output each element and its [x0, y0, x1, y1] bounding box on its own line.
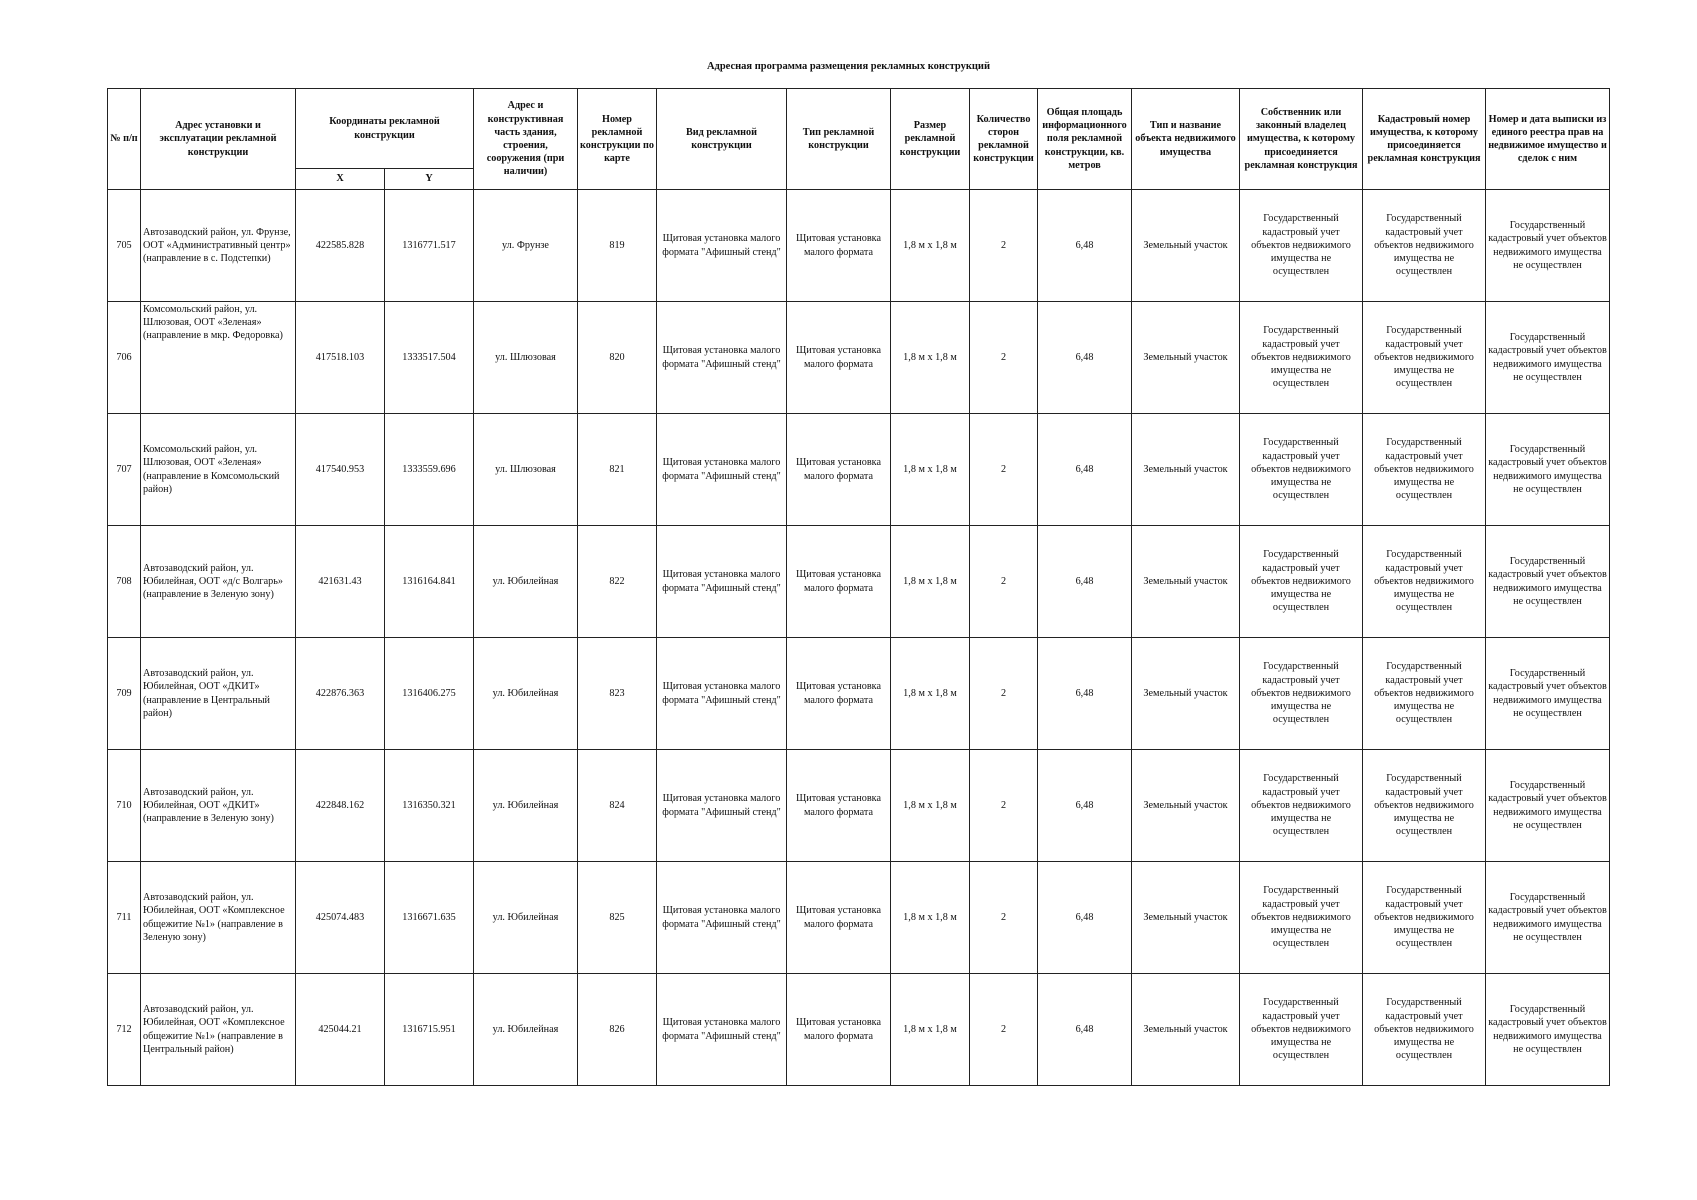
cell-kind: Щитовая установка малого формата "Афишный стенд" [657, 302, 787, 414]
header-building: Адрес и конструктивная часть здания, строения, сооружения (при наличии) [474, 89, 578, 190]
cell-kind: Щитовая установка малого формата "Афишный стенд" [657, 638, 787, 750]
cell-kind: Щитовая установка малого формата "Афишный стенд" [657, 750, 787, 862]
table-row [108, 750, 1610, 862]
cell-owner: Государственный кадастровый учет объектов недвижимого имущества не осуществлен [1240, 638, 1363, 750]
cell-x: 425044.21 [296, 974, 385, 1086]
cell-building: ул. Юбилейная [474, 974, 578, 1086]
cell-property: Земельный участок [1132, 638, 1240, 750]
cell-size: 1,8 м х 1,8 м [891, 974, 970, 1086]
table-row [108, 638, 1610, 750]
cell-map-num: 826 [578, 974, 657, 1086]
page-title: Адресная программа размещения рекламных конструкций [706, 61, 991, 72]
header-sides: Количество сторон рекламной конструкции [970, 89, 1038, 190]
cell-size: 1,8 м х 1,8 м [891, 302, 970, 414]
cell-property: Земельный участок [1132, 302, 1240, 414]
cell-x: 422848.162 [296, 750, 385, 862]
cell-cadastral: Государственный кадастровый учет объектов недвижимого имущества не осуществлен [1363, 750, 1486, 862]
cell-building: ул. Шлюзовая [474, 414, 578, 526]
cell-type: Щитовая установка малого формата [787, 302, 891, 414]
cell-y: 1316715.951 [385, 974, 474, 1086]
cell-kind: Щитовая установка малого формата "Афишный стенд" [657, 190, 787, 302]
cell-owner: Государственный кадастровый учет объектов недвижимого имущества не осуществлен [1240, 526, 1363, 638]
cell-num: 708 [108, 526, 141, 638]
header-map-num: Номер рекламной конструкции по карте [578, 89, 657, 190]
cell-registry: Государственный кадастровый учет объектов недвижимого имущества не осуществлен [1486, 302, 1610, 414]
cell-owner: Государственный кадастровый учет объектов недвижимого имущества не осуществлен [1240, 974, 1363, 1086]
cell-map-num: 825 [578, 862, 657, 974]
cell-address: Автозаводский район, ул. Юбилейная, ООТ «Комплексное общежитие №1» (направление в Зеленую зону) [141, 862, 296, 974]
cell-area: 6,48 [1038, 638, 1132, 750]
header-area: Общая площадь информационного поля рекламной конструкции, кв. метров [1038, 89, 1132, 190]
header-coords: Координаты рекламной конструкции [296, 89, 474, 169]
header-cadastral: Кадастровый номер имущества, к которому присоединяется рекламная конструкция [1363, 89, 1486, 190]
cell-address: Автозаводский район, ул. Юбилейная, ООТ «ДКИТ» (направление в Зеленую зону) [141, 750, 296, 862]
cell-num: 711 [108, 862, 141, 974]
cell-cadastral: Государственный кадастровый учет объектов недвижимого имущества не осуществлен [1363, 526, 1486, 638]
cell-cadastral: Государственный кадастровый учет объектов недвижимого имущества не осуществлен [1363, 638, 1486, 750]
cell-property: Земельный участок [1132, 862, 1240, 974]
cell-building: ул. Юбилейная [474, 638, 578, 750]
cell-sides: 2 [970, 862, 1038, 974]
cell-area: 6,48 [1038, 414, 1132, 526]
cell-area: 6,48 [1038, 974, 1132, 1086]
header-x: X [296, 169, 385, 190]
cell-owner: Государственный кадастровый учет объектов недвижимого имущества не осуществлен [1240, 190, 1363, 302]
cell-building: ул. Юбилейная [474, 862, 578, 974]
cell-area: 6,48 [1038, 862, 1132, 974]
cell-address: Автозаводский район, ул. Юбилейная, ООТ «д/с Волгарь» (направление в Зеленую зону) [141, 526, 296, 638]
cell-building: ул. Фрунзе [474, 190, 578, 302]
cell-type: Щитовая установка малого формата [787, 750, 891, 862]
cell-address: Автозаводский район, ул. Фрунзе, ООТ «Административный центр» (направление в с. Подстепки) [141, 190, 296, 302]
cell-property: Земельный участок [1132, 974, 1240, 1086]
header-registry: Номер и дата выписки из единого реестра прав на недвижимое имущество и сделок с ним [1486, 89, 1610, 190]
cell-type: Щитовая установка малого формата [787, 638, 891, 750]
cell-type: Щитовая установка малого формата [787, 862, 891, 974]
cell-owner: Государственный кадастровый учет объектов недвижимого имущества не осуществлен [1240, 302, 1363, 414]
cell-size: 1,8 м х 1,8 м [891, 750, 970, 862]
cell-map-num: 824 [578, 750, 657, 862]
cell-area: 6,48 [1038, 526, 1132, 638]
cell-size: 1,8 м х 1,8 м [891, 862, 970, 974]
cell-cadastral: Государственный кадастровый учет объектов недвижимого имущества не осуществлен [1363, 190, 1486, 302]
table-header [108, 89, 1610, 190]
cell-cadastral: Государственный кадастровый учет объектов недвижимого имущества не осуществлен [1363, 862, 1486, 974]
cell-num: 709 [108, 638, 141, 750]
cell-cadastral: Государственный кадастровый учет объектов недвижимого имущества не осуществлен [1363, 974, 1486, 1086]
cell-type: Щитовая установка малого формата [787, 414, 891, 526]
header-type: Тип рекламной конструкции [787, 89, 891, 190]
cell-num: 710 [108, 750, 141, 862]
cell-registry: Государственный кадастровый учет объектов недвижимого имущества не осуществлен [1486, 638, 1610, 750]
header-kind: Вид рекламной конструкции [657, 89, 787, 190]
cell-property: Земельный участок [1132, 750, 1240, 862]
cell-registry: Государственный кадастровый учет объектов недвижимого имущества не осуществлен [1486, 862, 1610, 974]
cell-y: 1316671.635 [385, 862, 474, 974]
cell-registry: Государственный кадастровый учет объектов недвижимого имущества не осуществлен [1486, 414, 1610, 526]
cell-registry: Государственный кадастровый учет объектов недвижимого имущества не осуществлен [1486, 526, 1610, 638]
cell-x: 422876.363 [296, 638, 385, 750]
cell-size: 1,8 м х 1,8 м [891, 190, 970, 302]
header-property: Тип и название объекта недвижимого имущества [1132, 89, 1240, 190]
cell-kind: Щитовая установка малого формата "Афишный стенд" [657, 974, 787, 1086]
cell-y: 1316350.321 [385, 750, 474, 862]
cell-num: 705 [108, 190, 141, 302]
cell-num: 707 [108, 414, 141, 526]
cell-building: ул. Юбилейная [474, 750, 578, 862]
cell-sides: 2 [970, 190, 1038, 302]
cell-owner: Государственный кадастровый учет объектов недвижимого имущества не осуществлен [1240, 750, 1363, 862]
cell-registry: Государственный кадастровый учет объектов недвижимого имущества не осуществлен [1486, 190, 1610, 302]
cell-size: 1,8 м х 1,8 м [891, 526, 970, 638]
cell-owner: Государственный кадастровый учет объектов недвижимого имущества не осуществлен [1240, 414, 1363, 526]
cell-sides: 2 [970, 302, 1038, 414]
cell-area: 6,48 [1038, 190, 1132, 302]
cell-sides: 2 [970, 638, 1038, 750]
cell-sides: 2 [970, 526, 1038, 638]
cell-kind: Щитовая установка малого формата "Афишный стенд" [657, 862, 787, 974]
table-row [108, 190, 1610, 302]
cell-area: 6,48 [1038, 750, 1132, 862]
header-address: Адрес установки и эксплуатации рекламной конструкции [141, 89, 296, 190]
cell-property: Земельный участок [1132, 190, 1240, 302]
cell-size: 1,8 м х 1,8 м [891, 638, 970, 750]
cell-y: 1316771.517 [385, 190, 474, 302]
cell-y: 1316164.841 [385, 526, 474, 638]
cell-map-num: 821 [578, 414, 657, 526]
header-num: № п/п [108, 89, 141, 190]
cell-num: 712 [108, 974, 141, 1086]
cell-x: 421631.43 [296, 526, 385, 638]
table-body [108, 190, 1610, 1086]
cell-x: 417540.953 [296, 414, 385, 526]
cell-y: 1333559.696 [385, 414, 474, 526]
cell-area: 6,48 [1038, 302, 1132, 414]
header-owner: Собственник или законный владелец имущества, к которому присоединяется рекламная конструкция [1240, 89, 1363, 190]
header-row-main [108, 89, 1610, 169]
table-row [108, 414, 1610, 526]
cell-address: Комсомольский район, ул. Шлюзовая, ООТ «Зеленая» (направление в мкр. Федоровка) [141, 302, 296, 414]
cell-y: 1316406.275 [385, 638, 474, 750]
table-row [108, 526, 1610, 638]
cell-building: ул. Шлюзовая [474, 302, 578, 414]
cell-owner: Государственный кадастровый учет объектов недвижимого имущества не осуществлен [1240, 862, 1363, 974]
table-row [108, 974, 1610, 1086]
cell-address: Комсомольский район, ул. Шлюзовая, ООТ «Зеленая» (направление в Комсомольский район) [141, 414, 296, 526]
cell-cadastral: Государственный кадастровый учет объектов недвижимого имущества не осуществлен [1363, 414, 1486, 526]
cell-cadastral: Государственный кадастровый учет объектов недвижимого имущества не осуществлен [1363, 302, 1486, 414]
cell-kind: Щитовая установка малого формата "Афишный стенд" [657, 526, 787, 638]
cell-type: Щитовая установка малого формата [787, 190, 891, 302]
cell-x: 422585.828 [296, 190, 385, 302]
table-row [108, 302, 1610, 414]
cell-x: 425074.483 [296, 862, 385, 974]
cell-address: Автозаводский район, ул. Юбилейная, ООТ «Комплексное общежитие №1» (направление в Центральный район) [141, 974, 296, 1086]
cell-sides: 2 [970, 974, 1038, 1086]
table-row [108, 862, 1610, 974]
advertising-structures-table [107, 88, 1610, 1086]
cell-type: Щитовая установка малого формата [787, 526, 891, 638]
cell-map-num: 820 [578, 302, 657, 414]
cell-map-num: 823 [578, 638, 657, 750]
cell-sides: 2 [970, 750, 1038, 862]
cell-map-num: 822 [578, 526, 657, 638]
header-y: Y [385, 169, 474, 190]
cell-sides: 2 [970, 414, 1038, 526]
cell-num: 706 [108, 302, 141, 414]
cell-address: Автозаводский район, ул. Юбилейная, ООТ «ДКИТ» (направление в Центральный район) [141, 638, 296, 750]
cell-type: Щитовая установка малого формата [787, 974, 891, 1086]
cell-building: ул. Юбилейная [474, 526, 578, 638]
cell-x: 417518.103 [296, 302, 385, 414]
cell-property: Земельный участок [1132, 414, 1240, 526]
cell-y: 1333517.504 [385, 302, 474, 414]
cell-registry: Государственный кадастровый учет объектов недвижимого имущества не осуществлен [1486, 974, 1610, 1086]
cell-kind: Щитовая установка малого формата "Афишный стенд" [657, 414, 787, 526]
cell-property: Земельный участок [1132, 526, 1240, 638]
header-size: Размер рекламной конструкции [891, 89, 970, 190]
cell-registry: Государственный кадастровый учет объектов недвижимого имущества не осуществлен [1486, 750, 1610, 862]
cell-map-num: 819 [578, 190, 657, 302]
cell-size: 1,8 м х 1,8 м [891, 414, 970, 526]
